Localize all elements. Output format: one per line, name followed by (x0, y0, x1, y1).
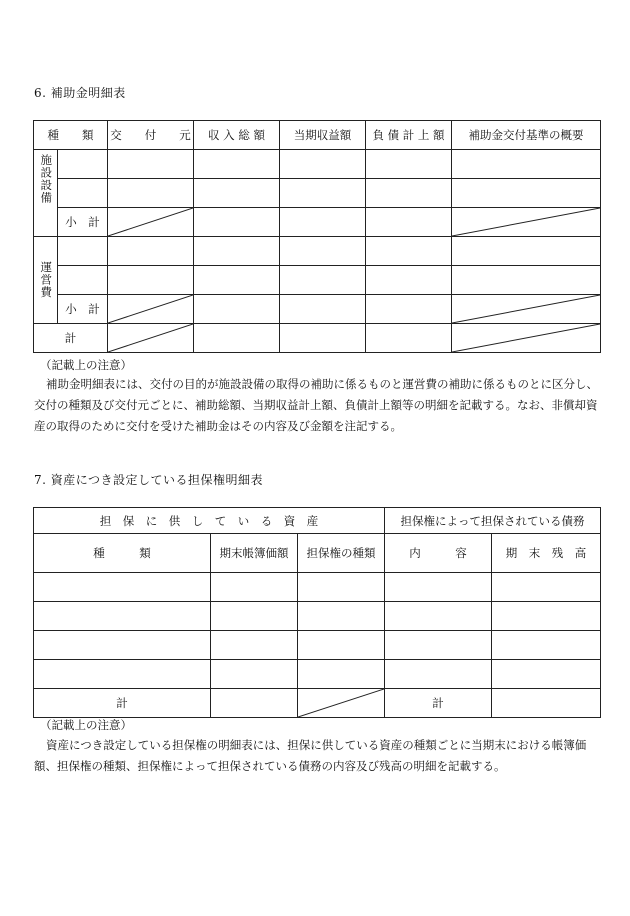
header-book-value: 期末帳簿価額 (211, 534, 298, 573)
header-type: 種 類 (34, 534, 211, 573)
diagonal-cell (108, 295, 194, 324)
cell[interactable] (280, 266, 366, 295)
cell[interactable] (58, 150, 108, 179)
cell[interactable] (194, 208, 280, 237)
header-balance: 期 末 残 高 (492, 534, 601, 573)
diagonal-cell (452, 324, 601, 353)
subtotal-label: 小 計 (58, 208, 108, 237)
cell[interactable] (211, 660, 298, 689)
table-row (34, 266, 601, 295)
cell[interactable] (58, 237, 108, 266)
cell[interactable] (280, 150, 366, 179)
table-row (34, 179, 601, 208)
table-row (34, 573, 601, 602)
cell[interactable] (492, 602, 601, 631)
cell[interactable] (492, 631, 601, 660)
section7-heading: 7. 資産につき設定している担保権明細表 (34, 473, 264, 487)
header-row-sub (34, 534, 601, 573)
collateral-table (33, 507, 601, 718)
cell[interactable] (280, 208, 366, 237)
cell[interactable] (194, 150, 280, 179)
cell[interactable] (211, 602, 298, 631)
group-label-facility: 施設設備 (34, 150, 58, 237)
total-label-right: 計 (385, 689, 492, 718)
subtotal-row-operating (34, 295, 601, 324)
cell[interactable] (298, 631, 385, 660)
diagonal-cell (452, 208, 601, 237)
header-secured-debt: 担保権によって担保されている債務 (385, 508, 601, 534)
section6-note-title: （記載上の注意） (40, 358, 132, 372)
cell[interactable] (492, 660, 601, 689)
cell[interactable] (366, 208, 452, 237)
header-total-received: 収 入 総 額 (194, 121, 280, 150)
header-liability: 負 債 計 上 額 (366, 121, 452, 150)
cell[interactable] (298, 602, 385, 631)
group-label-operating: 運営費 (34, 237, 58, 324)
cell[interactable] (366, 237, 452, 266)
header-overview: 補助金交付基準の概要 (452, 121, 601, 150)
header-grantor: 交 付 元 (108, 121, 194, 150)
diagonal-cell (108, 208, 194, 237)
cell[interactable] (58, 179, 108, 208)
cell[interactable] (298, 573, 385, 602)
header-type: 種 類 (34, 121, 108, 150)
cell[interactable] (366, 179, 452, 208)
cell[interactable] (108, 237, 194, 266)
header-row-top (34, 508, 601, 534)
cell[interactable] (58, 266, 108, 295)
total-row (34, 324, 601, 353)
cell[interactable] (452, 150, 601, 179)
table-row (34, 660, 601, 689)
header-security-type: 担保権の種類 (298, 534, 385, 573)
section7-note-title: （記載上の注意） (40, 718, 132, 732)
cell[interactable] (194, 324, 280, 353)
cell[interactable] (108, 150, 194, 179)
diagonal-cell (108, 324, 194, 353)
cell[interactable] (280, 237, 366, 266)
cell[interactable] (366, 295, 452, 324)
cell[interactable] (385, 660, 492, 689)
subtotal-row-facility (34, 208, 601, 237)
subtotal-label: 小 計 (58, 295, 108, 324)
cell[interactable] (298, 660, 385, 689)
table-row (34, 237, 601, 266)
total-label-left: 計 (34, 689, 211, 718)
cell[interactable] (211, 573, 298, 602)
cell[interactable] (452, 266, 601, 295)
section6-note-body: 補助金明細表には、交付の目的が施設設備の取得の補助に係るものと運営費の補助に係るものとに区分し、交付の種類及び交付元ごとに、補助総額、当期収益計上額、負債計上額等の明細を記載する。なお、非償却資産の取得のために交付を受けた補助金はその内容及び金額を注記する。 (34, 377, 598, 433)
subsidy-table (33, 120, 601, 353)
cell[interactable] (34, 573, 211, 602)
cell[interactable] (366, 266, 452, 295)
cell[interactable] (194, 179, 280, 208)
section7-note-body: 資産につき設定している担保権の明細表には、担保に供している資産の種類ごとに当期末における帳簿価額、担保権の種類、担保権によって担保されている債務の内容及び残高の明細を記載する。 (34, 738, 587, 773)
cell[interactable] (385, 631, 492, 660)
table-row (34, 602, 601, 631)
cell[interactable] (108, 266, 194, 295)
diagonal-cell (452, 295, 601, 324)
cell[interactable] (492, 573, 601, 602)
section6-heading: 6. 補助金明細表 (34, 86, 126, 100)
cell[interactable] (452, 237, 601, 266)
cell[interactable] (194, 237, 280, 266)
cell[interactable] (385, 602, 492, 631)
cell[interactable] (108, 179, 194, 208)
cell[interactable] (280, 179, 366, 208)
cell[interactable] (492, 689, 601, 718)
diagonal-cell (298, 689, 385, 718)
total-row (34, 689, 601, 718)
header-row (34, 121, 601, 150)
header-content: 内 容 (385, 534, 492, 573)
cell[interactable] (211, 631, 298, 660)
cell[interactable] (34, 631, 211, 660)
cell[interactable] (34, 660, 211, 689)
table-row (34, 150, 601, 179)
cell[interactable] (366, 324, 452, 353)
cell[interactable] (385, 573, 492, 602)
total-label: 計 (34, 324, 108, 353)
cell[interactable] (211, 689, 298, 718)
cell[interactable] (194, 295, 280, 324)
cell[interactable] (280, 324, 366, 353)
cell[interactable] (366, 150, 452, 179)
cell[interactable] (280, 295, 366, 324)
header-pledged-assets: 担 保 に 供 し て い る 資 産 (34, 508, 385, 534)
cell[interactable] (452, 179, 601, 208)
header-current-income: 当期収益額 (280, 121, 366, 150)
table-row (34, 631, 601, 660)
cell[interactable] (194, 266, 280, 295)
cell[interactable] (34, 602, 211, 631)
